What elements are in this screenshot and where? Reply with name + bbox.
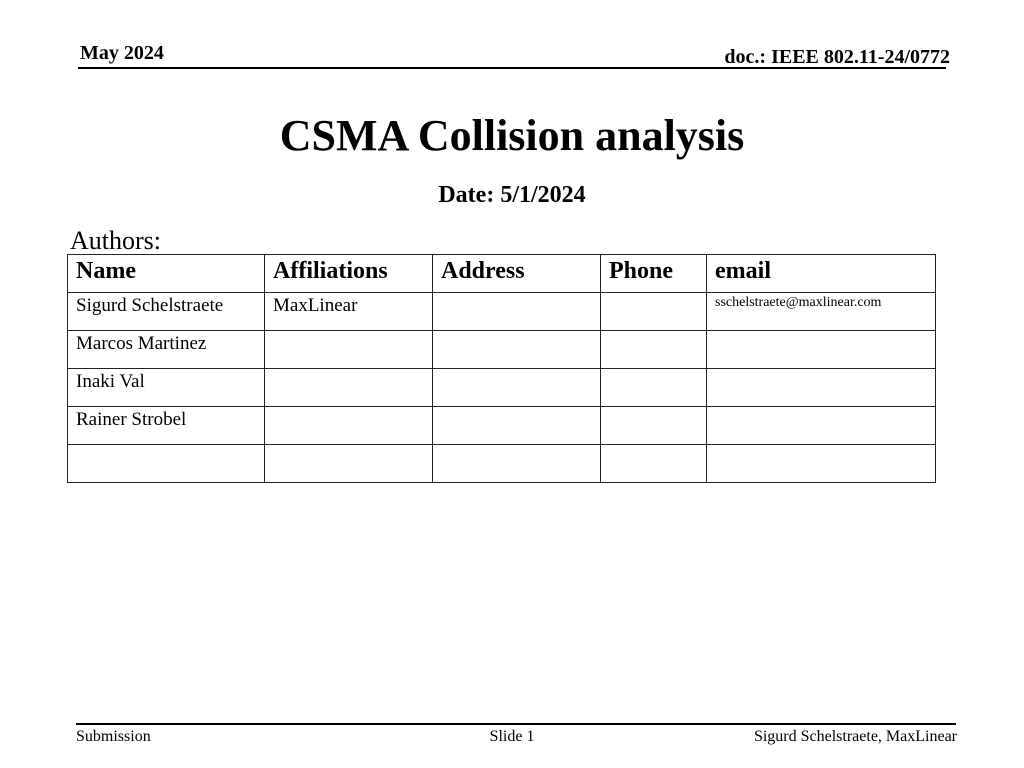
cell-affiliation (265, 331, 433, 369)
footer-submission: Submission (76, 728, 151, 745)
cell-name: Marcos Martinez (68, 331, 265, 369)
table-row (68, 407, 936, 445)
table-row (68, 445, 936, 483)
footer-author: Sigurd Schelstraete, MaxLinear (753, 728, 957, 745)
cell-affiliation (265, 445, 433, 483)
cell-phone (601, 407, 707, 445)
cell-address (433, 369, 601, 407)
authors-label: Authors: (70, 226, 161, 255)
cell-address (433, 445, 601, 483)
cell-email (707, 369, 936, 407)
cell-affiliation (265, 369, 433, 407)
cell-address (433, 331, 601, 369)
table-row (68, 293, 936, 331)
cell-email (707, 331, 936, 369)
table-header-row (68, 255, 936, 293)
cell-email: sschelstraete@maxlinear.com (707, 293, 936, 331)
table-row (68, 369, 936, 407)
header-date: May 2024 (80, 42, 164, 64)
cell-name (68, 445, 265, 483)
cell-email (707, 407, 936, 445)
cell-affiliation (265, 407, 433, 445)
header-doc-id: doc.: IEEE 802.11-24/0772 (724, 46, 950, 68)
slide-date: Date: 5/1/2024 (438, 182, 586, 208)
cell-address (433, 293, 601, 331)
column-header-phone: Phone (601, 255, 707, 293)
cell-name: Inaki Val (68, 369, 265, 407)
cell-phone (601, 445, 707, 483)
table-row (68, 331, 936, 369)
cell-email (707, 445, 936, 483)
cell-affiliation: MaxLinear (265, 293, 433, 331)
cell-name: Rainer Strobel (68, 407, 265, 445)
cell-phone (601, 369, 707, 407)
cell-name: Sigurd Schelstraete (68, 293, 265, 331)
header-divider (78, 67, 946, 69)
cell-phone (601, 331, 707, 369)
footer-slide-number: Slide 1 (489, 728, 535, 745)
cell-phone (601, 293, 707, 331)
column-header-address: Address (433, 255, 601, 293)
column-header-affiliations: Affiliations (265, 255, 433, 293)
cell-address (433, 407, 601, 445)
authors-table (67, 254, 936, 483)
footer-divider (76, 723, 956, 725)
column-header-email: email (707, 255, 936, 293)
column-header-name: Name (68, 255, 265, 293)
slide-title: CSMA Collision analysis (279, 111, 745, 160)
